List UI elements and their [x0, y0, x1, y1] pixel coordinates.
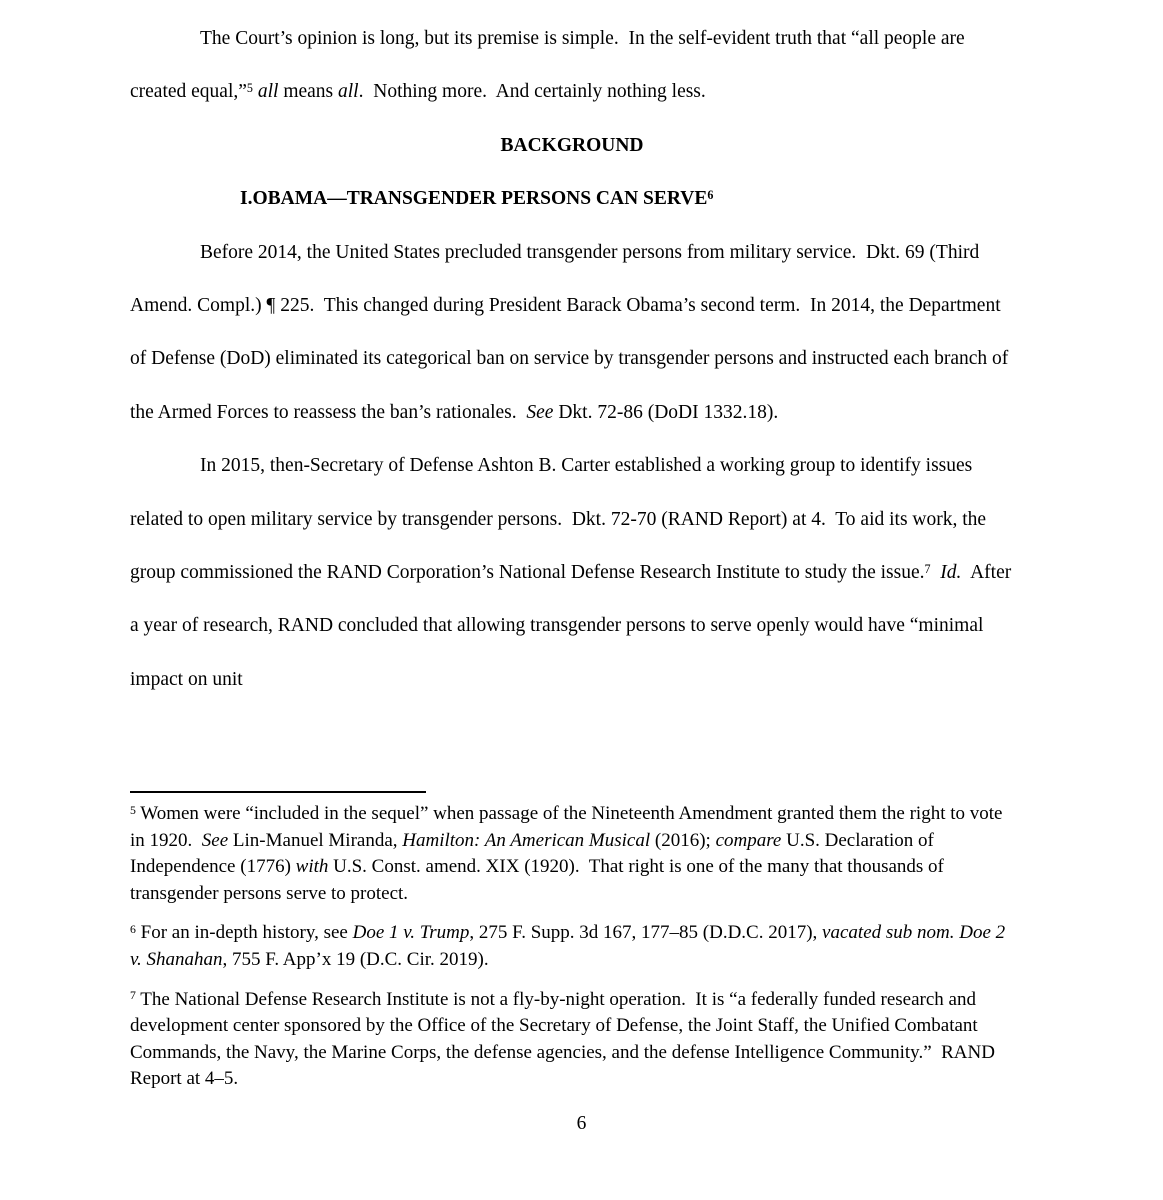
section-heading-numeral: I. — [240, 188, 253, 210]
footnote-7: $^7$ The National Defense Research Institute is not a fly-by-night operation. It is “a federally funded research and development center sponsored by the Office of the Secretary of Defense, the Joint Staff, the Unified Combatant Commands, the Navy, the Marine Corps, the defense agencies, and the defense Intelligence Community.” RAND Report at 4–5. — [130, 988, 1000, 1090]
footnote-5: $^5$ Women were “included in the sequel” when passage of the Nineteenth Amendment granted them the right to vote in 1920. See Lin-Manuel Miranda, Hamilton: An American Musical (2016); compare U.S. Declaration of Independence (1776) with U.S. Const. amend. XIX (1920). That right is one of the many that thousands of transgender persons serve to protect. — [130, 803, 1008, 904]
paragraph-obama-policy: Before 2014, the United States precluded transgender persons from military service. Dkt. 69 (Third Amend. Compl.) ¶ 225. This changed during President Barack Obama’s second term. In 2014, the Department of Defense (DoD) eliminated its categorical ban on service by transgender persons and instructed each branch of the Armed Forces to reassess the ban’s rationales. See Dkt. 72-86 (DoDI 1332.18). — [130, 241, 1014, 423]
footnotes-section — [130, 801, 1016, 1093]
background-heading: BACKGROUND — [500, 134, 644, 156]
paragraph-carter-working-group: In 2015, then-Secretary of Defense Ashton B. Carter established a working group to identify issues related to open military service by transgender persons. Dkt. 72-70 (RAND Report) at 4. To aid its work, the group commissioned the RAND Corporation’s National Defense Research Institute to study the issue.$^7$ Id. After a year of research, RAND concluded that allowing transgender persons to serve openly would have “minimal impact on unit — [130, 455, 1017, 690]
footnote-6: $^6$ For an in-depth history, see Doe 1 v. Trump, 275 F. Supp. 3d 167, 177–85 (D.D.C. 2017), vacated sub nom. Doe 2 v. Shanahan, 755 F. App’x 19 (D.C. Cir. 2019). — [130, 922, 1010, 970]
intro-paragraph: The Court’s opinion is long, but its premise is simple. In the self-evident truth that “all people are created equal,”$^5$ all means all. Nothing more. And certainly nothing less. — [130, 28, 970, 103]
page-number: 6 — [576, 1113, 587, 1134]
section-heading-title: OBAMA—TRANSGENDER PERSONS CAN SERVE$^6$ — [252, 187, 714, 210]
footnote-separator — [130, 791, 426, 793]
opinion-body — [130, 12, 1017, 706]
section-heading — [130, 172, 1014, 225]
